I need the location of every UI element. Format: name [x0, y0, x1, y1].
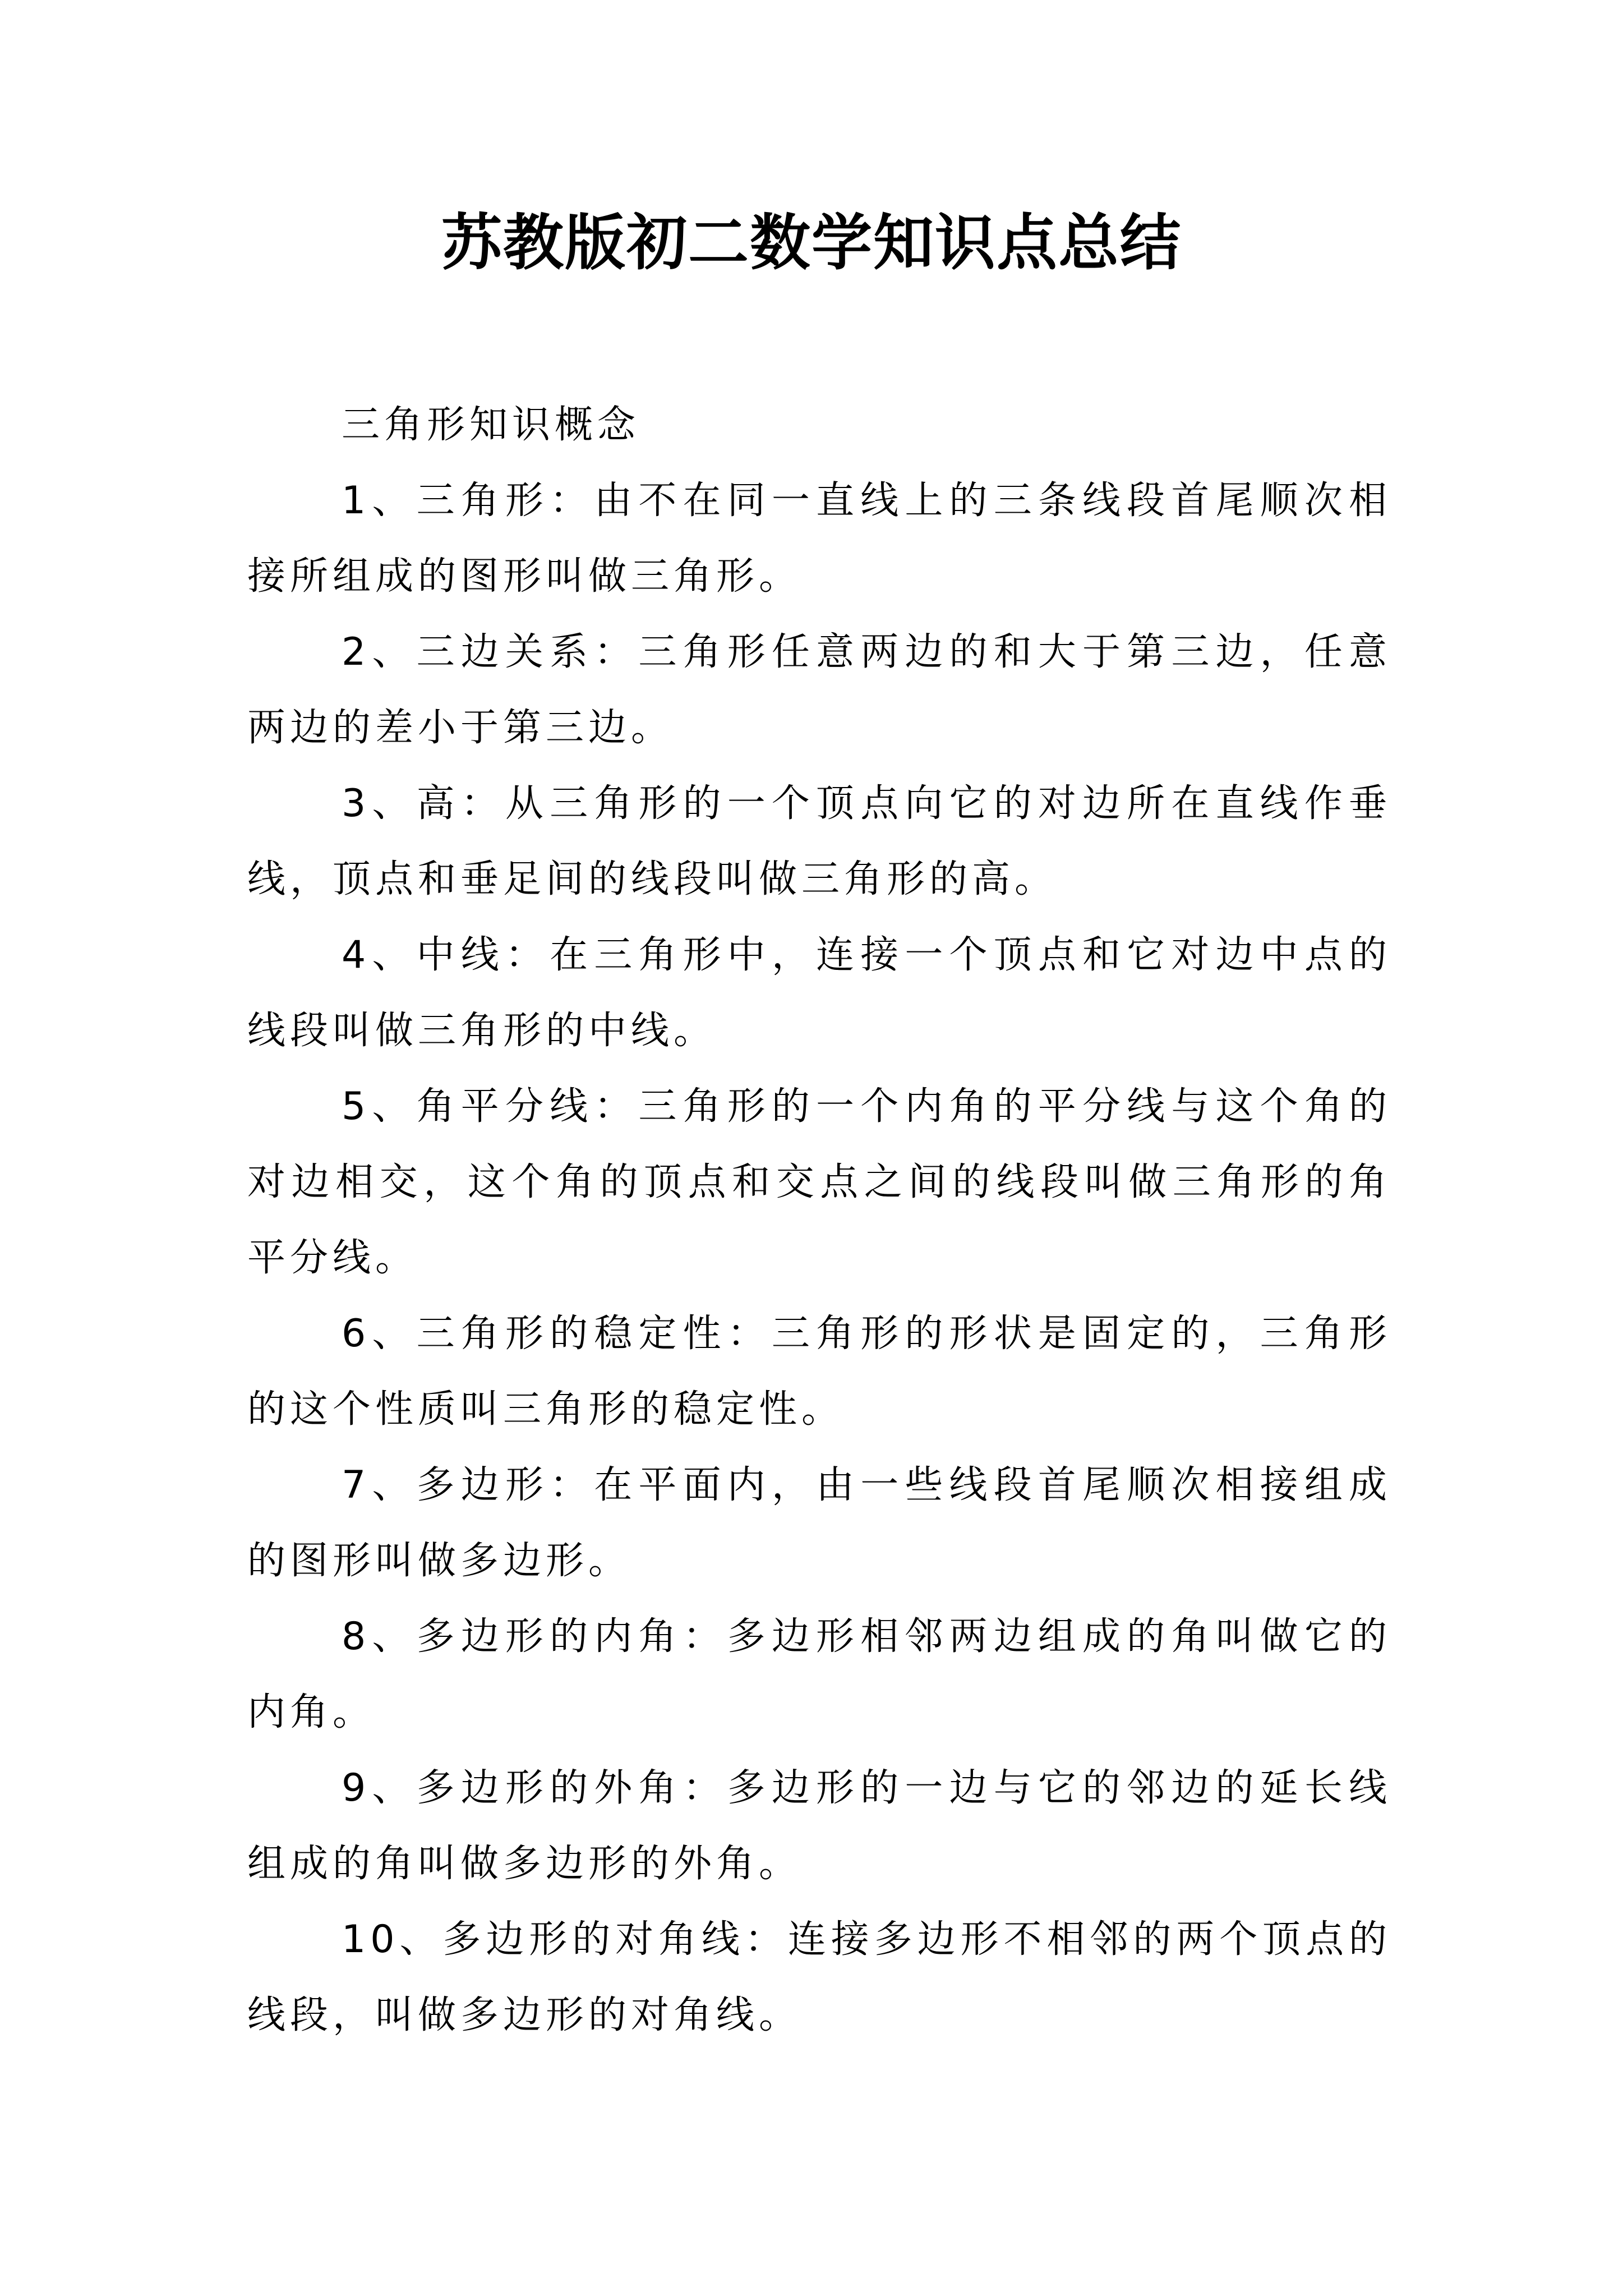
document-title: 苏教版初二数学知识点总结: [441, 208, 1182, 278]
paragraph-median: 4、中线：在三角形中，连接一个顶点和它对边中点的线段叫做三角形的中线。: [247, 933, 1391, 1053]
paragraph-polygon: 7、多边形：在平面内，由一些线段首尾顺次相接组成的图形叫做多边形。: [247, 1463, 1391, 1583]
paragraph-triangle-stability: 6、三角形的稳定性：三角形的形状是固定的，三角形的这个性质叫三角形的稳定性。: [247, 1312, 1391, 1432]
paragraph-exterior-angle: 9、多边形的外角：多边形的一边与它的邻边的延长线组成的角叫做多边形的外角。: [247, 1766, 1391, 1886]
document-body: [247, 387, 1391, 2053]
paragraph-three-sides-relation: 2、三边关系：三角形任意两边的和大于第三边，任意两边的差小于第三边。: [247, 630, 1391, 750]
paragraph-diagonal: 10、多边形的对角线：连接多边形不相邻的两个顶点的线段，叫做多边形的对角线。: [247, 1917, 1391, 2037]
paragraph-interior-angle: 8、多边形的内角：多边形相邻两边组成的角叫做它的内角。: [247, 1614, 1391, 1734]
section-heading: 三角形知识概念: [342, 403, 640, 447]
paragraph-triangle-definition: 1、三角形：由不在同一直线上的三条线段首尾顺次相接所组成的图形叫做三角形。: [247, 478, 1391, 599]
paragraph-angle-bisector: 5、角平分线：三角形的一个内角的平分线与这个角的对边相交，这个角的顶点和交点之间的线段叫做三角形的角平分线。: [247, 1084, 1391, 1280]
paragraph-altitude: 3、高：从三角形的一个顶点向它的对边所在直线作垂线，顶点和垂足间的线段叫做三角形的高。: [247, 781, 1391, 901]
